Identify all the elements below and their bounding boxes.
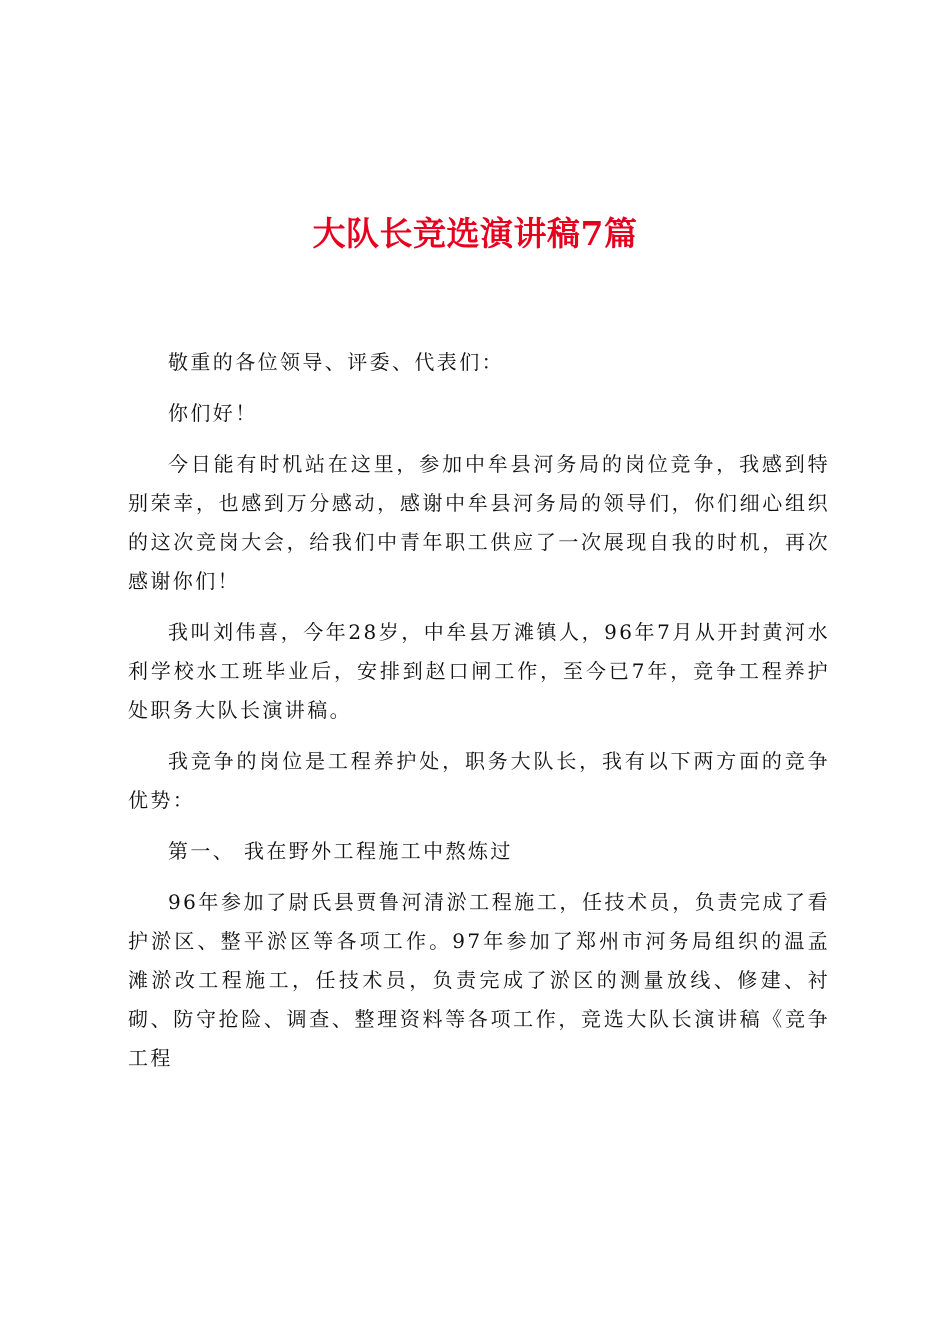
salutation-paragraph: 敬重的各位领导、评委、代表们： [168,350,504,374]
opening-paragraph: 今日能有时机站在这里，参加中牟县河务局的岗位竞争，我感到特别荣幸，也感到万分感动，感谢中牟县河务局的领导们，你们细心组织的这次竞岗大会，给我们中青年职工供应了一次展现自我的时机，再次感谢你们！ [128,452,830,593]
greeting-paragraph: 你们好！ [168,401,258,425]
document-body [128,343,830,1090]
section-heading-first: 第一、 我在野外工程施工中熬炼过 [168,839,513,863]
experience-paragraph: 96年参加了尉氏县贾鲁河清淤工程施工，任技术员，负责完成了看护淤区、整平淤区等各项工作。97年参加了郑州市河务局组织的温孟滩淤改工程施工，任技术员，负责完成了淤区的测量放线、修建、衬砌、防守抢险、调查、整理资料等各项工作，竞选大队长演讲稿《竞争工程 [128,890,830,1070]
position-paragraph: 我竞争的岗位是工程养护处，职务大队长，我有以下两方面的竞争优势： [128,749,830,812]
page-title: 大队长竞选演讲稿7篇 [312,214,638,253]
self-introduction-paragraph: 我叫刘伟喜，今年28岁，中牟县万滩镇人，96年7月从开封黄河水利学校水工班毕业后，安排到赵口闸工作，至今已7年，竞争工程养护处职务大队长演讲稿。 [128,620,830,722]
